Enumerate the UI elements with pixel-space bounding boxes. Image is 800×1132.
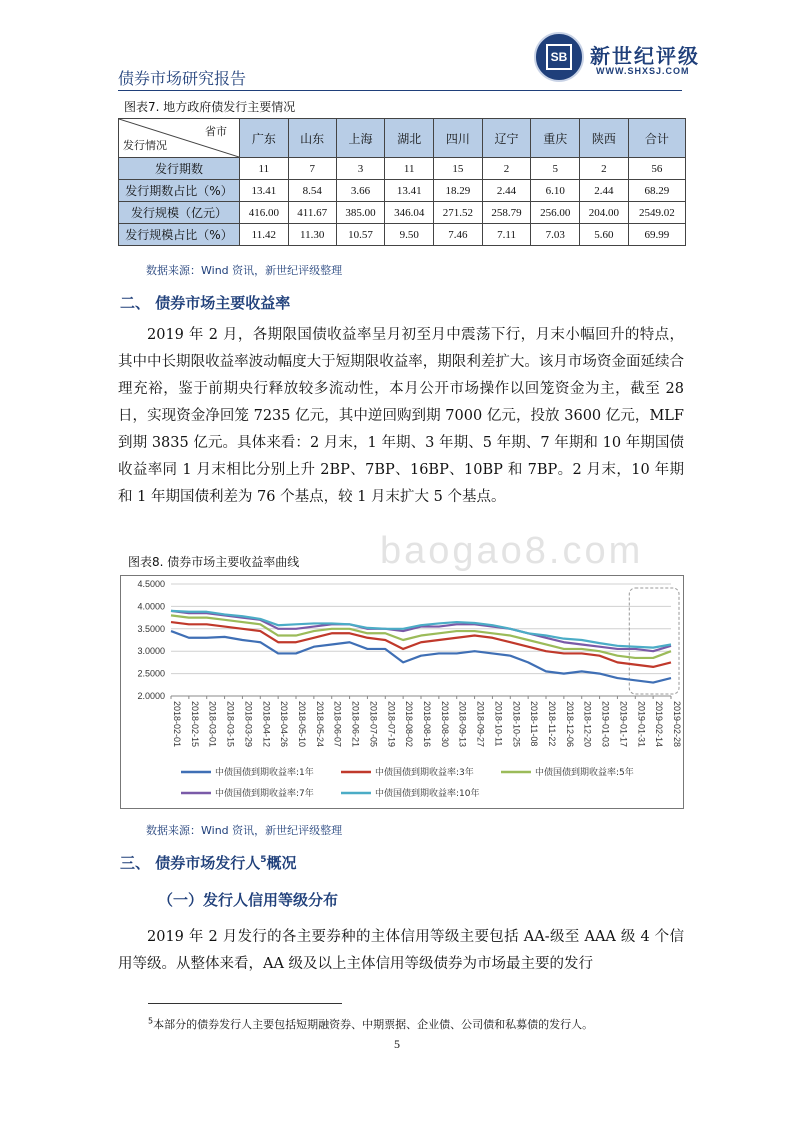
table-cell: 13.41 (385, 180, 434, 202)
table-cell: 2.44 (482, 180, 531, 202)
column-header: 广东 (240, 119, 289, 158)
footnote (148, 1016, 593, 1032)
y-tick-label: 2.0000 (137, 691, 165, 701)
column-header: 湖北 (385, 119, 434, 158)
table-cell: 11.30 (288, 224, 336, 246)
row-label: 发行期数 (119, 158, 240, 180)
table-cell: 416.00 (240, 202, 289, 224)
y-tick-label: 4.0000 (137, 601, 165, 612)
corner-issuance-label: 发行情况 (123, 139, 167, 152)
table-cell: 411.67 (288, 202, 336, 224)
row-label: 发行规模占比（%） (119, 224, 240, 246)
table-cell: 2 (580, 158, 629, 180)
column-header: 辽宁 (482, 119, 531, 158)
table-cell: 5.60 (580, 224, 629, 246)
brand-name: 新世纪评级 (590, 44, 700, 68)
column-header: 四川 (434, 119, 483, 158)
header-divider (118, 90, 682, 91)
x-tick-label: 2018-05-24 (314, 701, 325, 748)
x-tick-label: 2018-03-01 (207, 701, 218, 748)
row-label: 发行期数占比（%） (119, 180, 240, 202)
column-header: 合计 (628, 119, 685, 158)
table-corner-cell (119, 119, 240, 158)
x-tick-label: 2018-03-29 (243, 701, 254, 748)
table-cell: 2 (482, 158, 531, 180)
footnote-marker: 5 (148, 1016, 154, 1026)
y-tick-label: 2.5000 (137, 668, 165, 679)
table-row (119, 202, 686, 224)
column-header: 山东 (288, 119, 336, 158)
brand-url: WWW.SHXSJ.COM (596, 66, 690, 76)
issuance-table (118, 118, 686, 246)
x-tick-label: 2018-09-27 (475, 701, 486, 748)
yield-chart (120, 575, 684, 809)
x-tick-label: 2018-09-13 (457, 701, 468, 748)
table-cell: 258.79 (482, 202, 531, 224)
table-cell: 8.54 (288, 180, 336, 202)
y-tick-label: 4.5000 (137, 579, 165, 589)
table-cell: 11.42 (240, 224, 289, 246)
table-cell: 11 (385, 158, 434, 180)
row-label: 发行规模（亿元） (119, 202, 240, 224)
x-tick-label: 2019-01-03 (600, 701, 611, 748)
x-tick-label: 2018-08-30 (439, 701, 450, 748)
legend-label: 中债国债到期收益率:7年 (215, 789, 314, 799)
section2-title: 二、 债券市场主要收益率 (120, 294, 291, 312)
section3-body (118, 924, 684, 978)
section2-paragraph: 2019 年 2 月，各期限国债收益率呈月初至月中震荡下行，月末小幅回升的特点，其中中长期限收益率波动幅度大于短期限收益率，期限利差扩大。该月市场资金面延续合理充裕，鉴于前期央行释放较多流动性，本月公开市场操作以回笼资金为主，截至 28 日，实现资金净回笼 7235 亿元，其中逆回购到期 7000 亿元，投放 3600 亿元，MLF 到期 3835 亿元。具体来看：2 月末，1 年期、3 年期、5 年期、7 年期和 10 年期国债收益率同 1 月末相比分别上升 2BP、7BP、16BP、10BP 和 7BP。2 月末，10 年期和 1 年期国债利差为 76 个基点，较 1 月末扩大 5 个基点。 (118, 327, 684, 505)
table-cell: 69.99 (628, 224, 685, 246)
table-row (119, 224, 686, 246)
table-cell: 68.29 (628, 180, 685, 202)
table-cell: 15 (434, 158, 483, 180)
table-cell: 56 (628, 158, 685, 180)
page-number: 5 (394, 1037, 400, 1051)
table-cell: 6.10 (531, 180, 580, 202)
x-tick-label: 2019-01-17 (618, 701, 629, 748)
x-tick-label: 2019-01-31 (636, 701, 647, 748)
watermark: baogao8.com (380, 530, 644, 572)
logo-mark: SB (546, 44, 572, 70)
table-cell: 10.57 (336, 224, 385, 246)
footnote-text: 本部分的债券发行人主要包括短期融资券、中期票据、企业债、公司债和私募债的发行人。 (153, 1018, 594, 1031)
footnote-divider (148, 1003, 342, 1004)
report-title: 债券市场研究报告 (118, 69, 247, 88)
x-tick-label: 2018-07-19 (386, 701, 397, 748)
x-tick-label: 2018-07-05 (368, 701, 379, 748)
series-line (171, 631, 671, 683)
figure8-caption: 图表8. 债券市场主要收益率曲线 (128, 555, 300, 569)
table-cell: 9.50 (385, 224, 434, 246)
x-tick-label: 2019-02-14 (654, 701, 665, 748)
table-row (119, 180, 686, 202)
x-tick-label: 2018-05-10 (297, 701, 307, 748)
figure8-source: 数据来源：Wind 资讯，新世纪评级整理 (146, 824, 343, 837)
table-cell: 7.46 (434, 224, 483, 246)
x-tick-label: 2018-06-21 (350, 701, 361, 748)
legend-label: 中债国债到期收益率:10年 (375, 789, 480, 799)
table-cell: 7 (288, 158, 336, 180)
table-cell: 2549.02 (628, 202, 685, 224)
table-cell: 3.66 (336, 180, 385, 202)
table-cell: 18.29 (434, 180, 483, 202)
y-tick-label: 3.5000 (137, 623, 165, 634)
table-cell: 7.03 (531, 224, 580, 246)
x-tick-label: 2018-04-12 (261, 701, 272, 748)
column-header: 陕西 (580, 119, 629, 158)
table-cell: 13.41 (240, 180, 289, 202)
section3-paragraph: 2019 年 2 月发行的各主要券种的主体信用等级主要包括 AA-级至 AAA 级 4 个信用等级。从整体来看，AA 级及以上主体信用等级债券为市场最主要的发行 (118, 929, 684, 972)
table-cell: 5 (531, 158, 580, 180)
x-tick-label: 2018-12-20 (582, 701, 593, 748)
table-cell: 346.04 (385, 202, 434, 224)
column-header: 上海 (336, 119, 385, 158)
table-cell: 271.52 (434, 202, 483, 224)
legend-label: 中债国债到期收益率:3年 (375, 768, 474, 778)
table-cell: 204.00 (580, 202, 629, 224)
table7-caption: 图表7. 地方政府债发行主要情况 (124, 100, 296, 114)
table-cell: 11 (240, 158, 289, 180)
section3-subtitle: （一）发行人信用等级分布 (158, 891, 339, 909)
x-tick-label: 2018-02-15 (189, 701, 200, 748)
section3-title-tail: 概况 (266, 854, 297, 872)
table-row (119, 158, 686, 180)
table-cell: 2.44 (580, 180, 629, 202)
legend-label: 中债国债到期收益率:5年 (535, 768, 634, 778)
yield-chart-svg (121, 576, 683, 808)
x-tick-label: 2018-12-06 (564, 701, 575, 748)
x-tick-label: 2018-11-08 (529, 701, 540, 747)
section2-body (118, 322, 684, 511)
x-tick-label: 2018-02-01 (172, 701, 182, 748)
highlight-box (629, 588, 679, 694)
table-cell: 256.00 (531, 202, 580, 224)
legend-label: 中债国债到期收益率:1年 (215, 768, 314, 778)
corner-province-label: 省市 (205, 125, 227, 138)
table-cell: 385.00 (336, 202, 385, 224)
column-header: 重庆 (531, 119, 580, 158)
x-tick-label: 2018-10-25 (511, 701, 522, 748)
x-tick-label: 2018-04-26 (279, 701, 290, 748)
brand-logo (534, 32, 584, 82)
x-tick-label: 2018-11-22 (547, 701, 557, 747)
table-cell: 3 (336, 158, 385, 180)
section3-title-text: 三、 债券市场发行人 (120, 854, 261, 872)
section3-title (120, 852, 297, 873)
x-tick-label: 2019-02-28 (672, 701, 682, 748)
x-tick-label: 2018-08-16 (422, 701, 432, 748)
table-header-row (119, 119, 686, 158)
x-tick-label: 2018-06-07 (332, 701, 343, 748)
table-cell: 7.11 (482, 224, 531, 246)
footnote-ref: 5 (260, 855, 267, 865)
table7-source: 数据来源：Wind 资讯，新世纪评级整理 (146, 264, 343, 277)
y-tick-label: 3.0000 (137, 646, 165, 657)
x-tick-label: 2018-10-11 (493, 701, 504, 747)
x-tick-label: 2018-08-02 (404, 701, 415, 748)
x-tick-label: 2018-03-15 (225, 701, 236, 748)
